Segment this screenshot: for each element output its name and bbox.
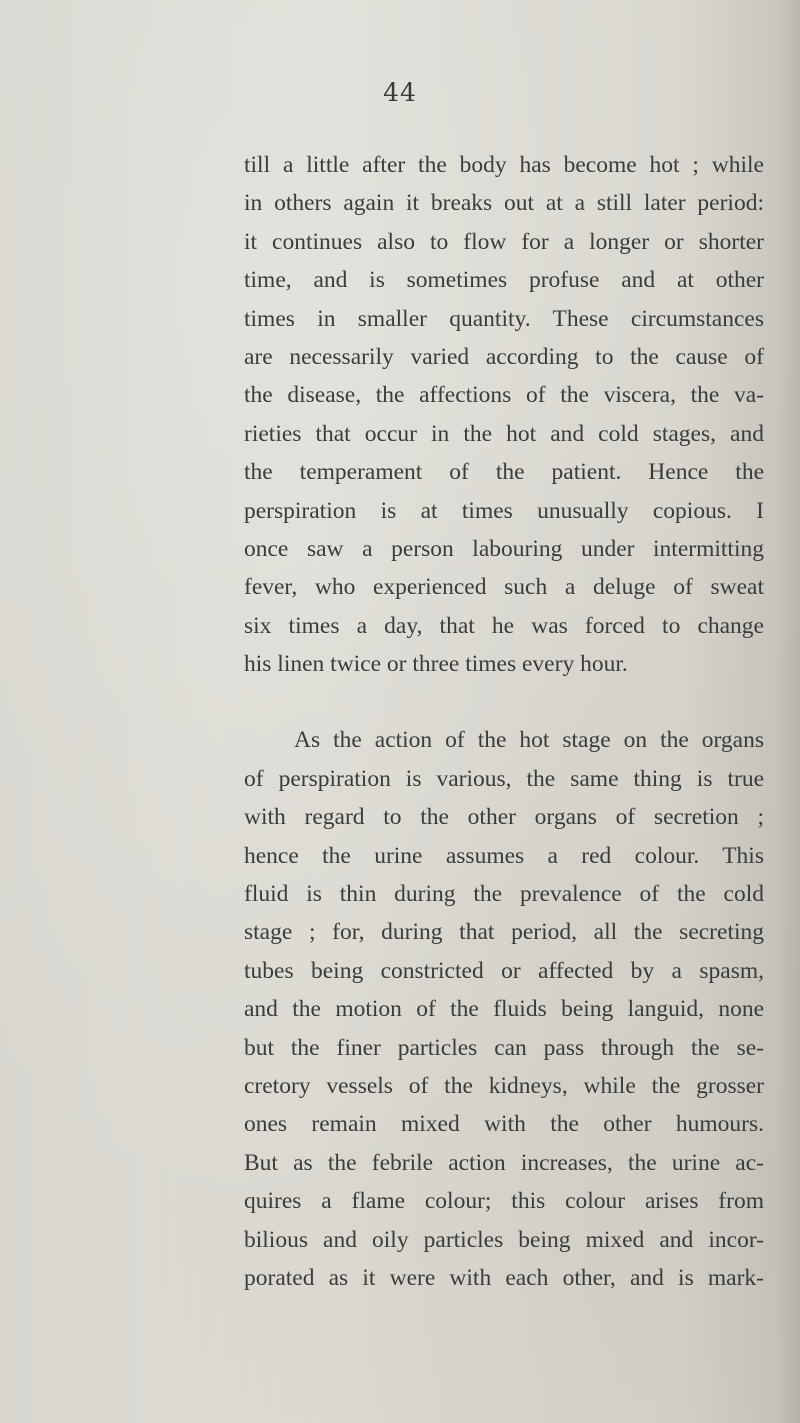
text-line: it continues also to flow for a longer or shorter — [244, 228, 764, 255]
text-line: fluid is thin during the prevalence of the cold — [244, 881, 764, 908]
paragraph-1 — [244, 146, 764, 683]
page-number: 44 — [383, 78, 417, 107]
text-line: are necessarily varied according to the cause of — [244, 343, 764, 370]
text-line: porated as it were with each other, and is mark- — [244, 1264, 764, 1291]
text-line: hence the urine assumes a red colour. This — [244, 842, 764, 869]
paragraph-2 — [244, 721, 764, 1297]
text-line: But as the febrile action increases, the urine ac- — [244, 1149, 764, 1176]
text-line: the temperament of the patient. Hence the — [244, 459, 764, 486]
text-line: stage ; for, during that period, all the secreting — [244, 919, 764, 946]
body-text — [244, 146, 764, 1297]
text-line: the disease, the affections of the viscera, the va- — [244, 382, 764, 409]
text-line: in others again it breaks out at a still later period: — [244, 190, 764, 217]
paragraph-gap — [244, 683, 764, 721]
text-line: with regard to the other organs of secretion ; — [244, 804, 764, 831]
text-line: but the finer particles can pass through the se- — [244, 1034, 764, 1061]
text-line: of perspiration is various, the same thing is true — [244, 765, 764, 792]
text-line: time, and is sometimes profuse and at other — [244, 267, 764, 294]
text-line: and the motion of the fluids being languid, none — [244, 996, 764, 1023]
text-line: six times a day, that he was forced to change — [244, 612, 764, 639]
text-line: As the action of the hot stage on the organs — [294, 727, 764, 754]
text-line: his linen twice or three times every hour. — [244, 651, 628, 678]
text-line: fever, who experienced such a deluge of sweat — [244, 574, 764, 601]
text-line: perspiration is at times unusually copious. I — [244, 497, 764, 524]
text-line: once saw a person labouring under intermitting — [244, 535, 764, 562]
text-line: bilious and oily particles being mixed and incor- — [244, 1226, 764, 1253]
text-line: rieties that occur in the hot and cold stages, and — [244, 420, 764, 447]
text-line: cretory vessels of the kidneys, while the grosser — [244, 1072, 764, 1099]
text-line: ones remain mixed with the other humours. — [244, 1111, 764, 1138]
text-line: till a little after the body has become hot ; while — [244, 152, 764, 178]
text-line: tubes being constricted or affected by a spasm, — [244, 957, 764, 984]
text-line: times in smaller quantity. These circumstances — [244, 305, 764, 332]
text-line: quires a flame colour; this colour arises from — [244, 1188, 764, 1215]
